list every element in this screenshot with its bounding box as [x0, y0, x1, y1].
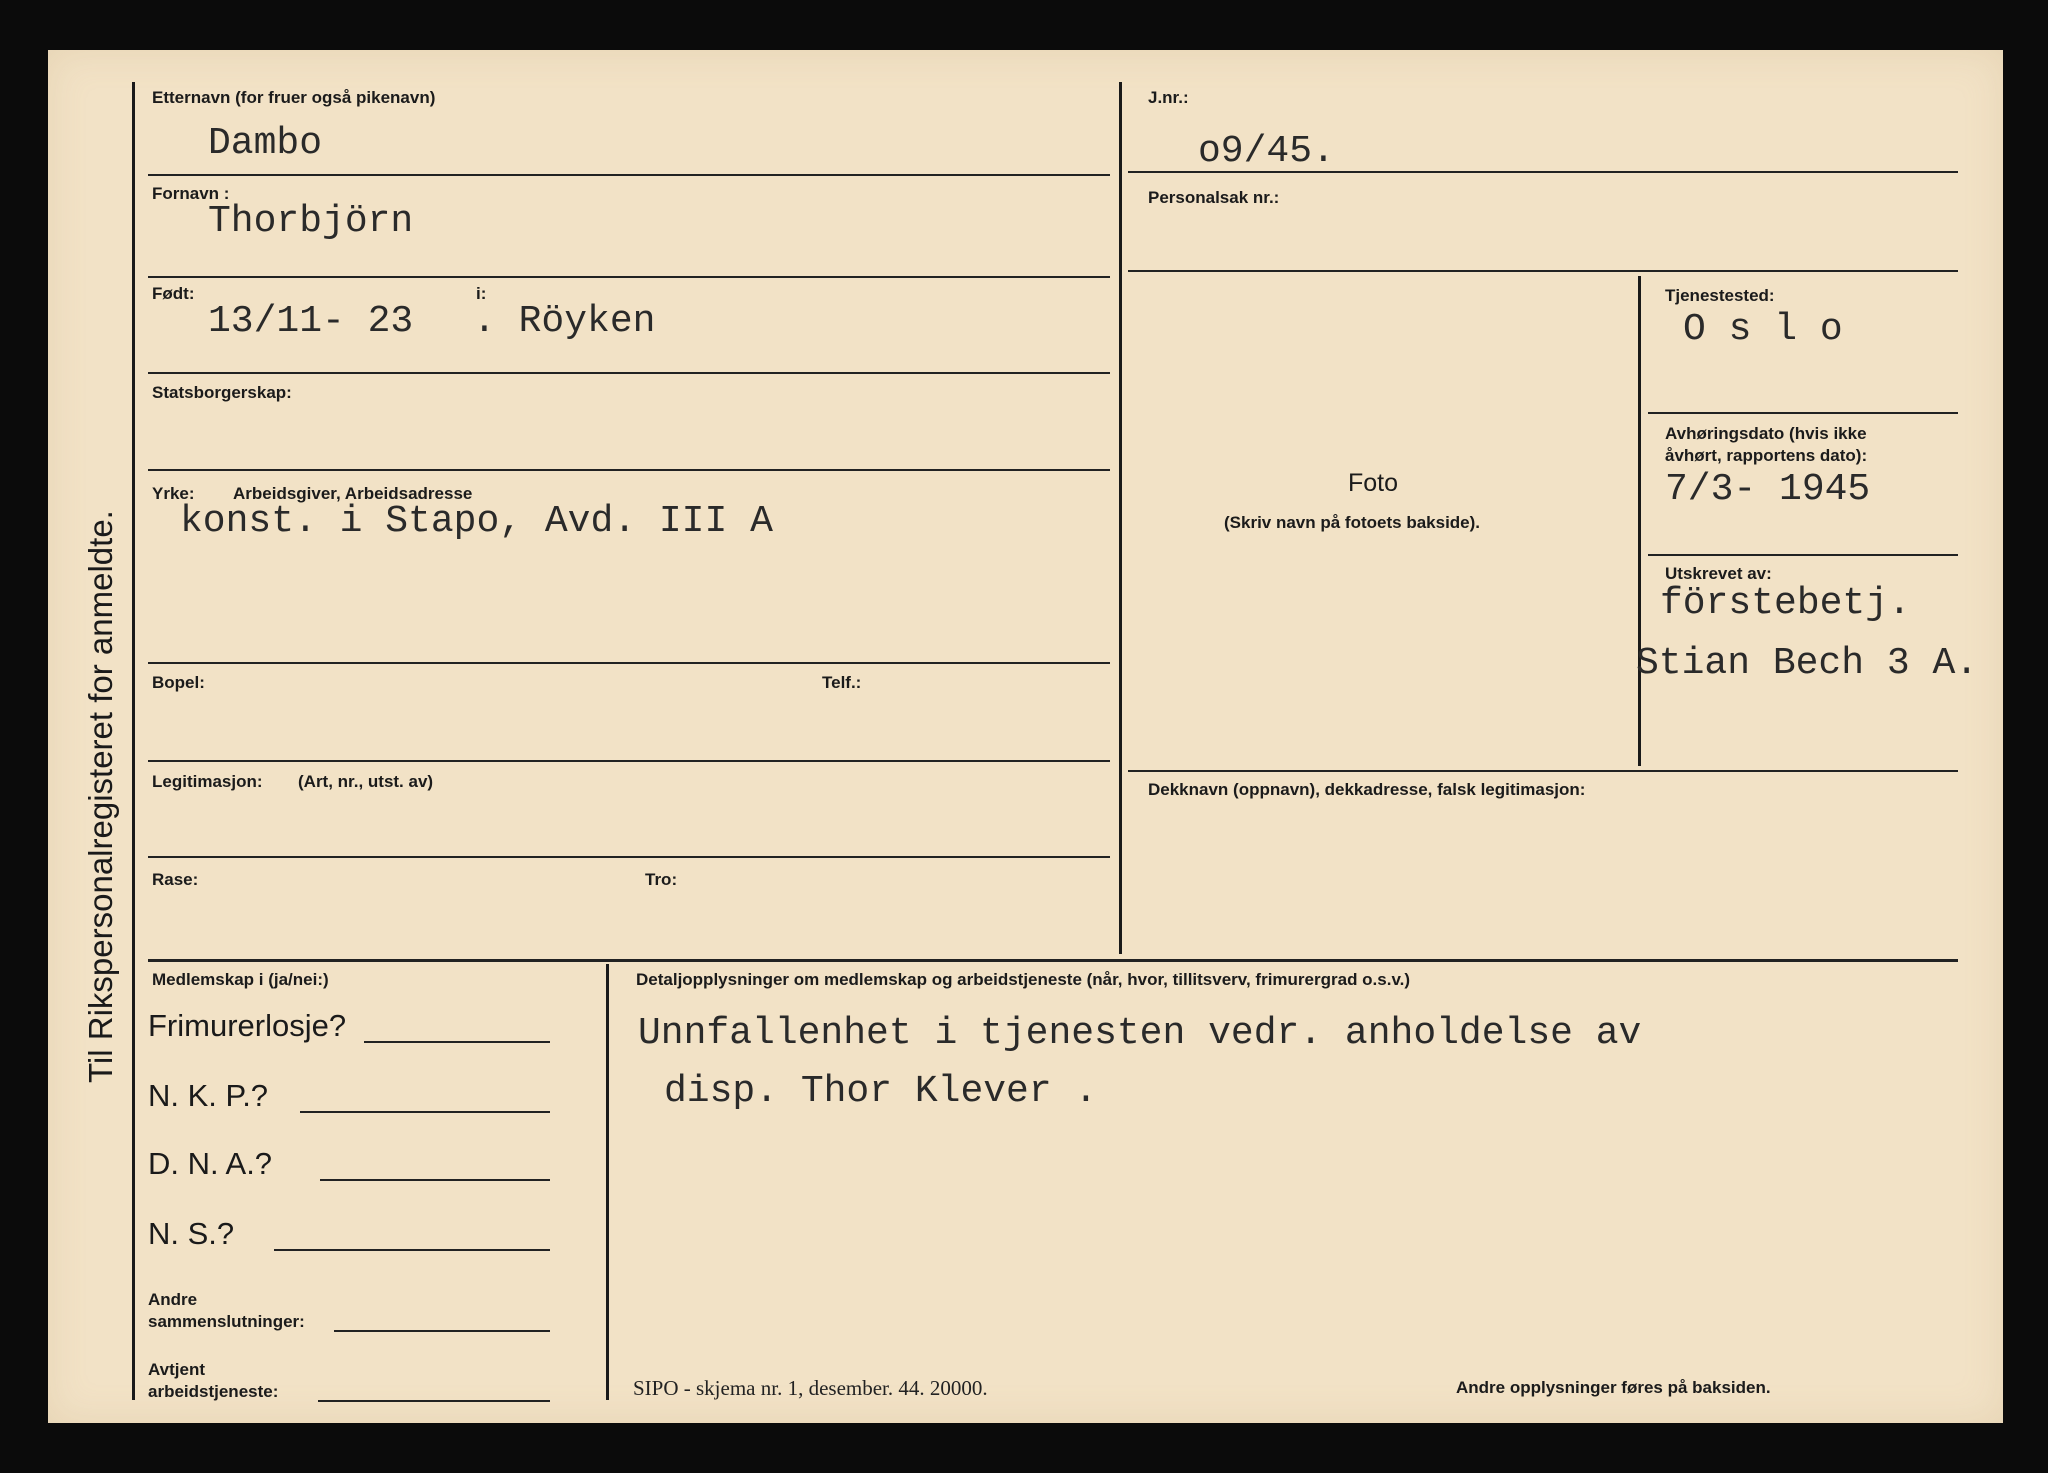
- sidebar-vertical-text: Til Rikspersonalregisteret for anmeldte.: [82, 510, 119, 1083]
- label-dna: D. N. A.?: [148, 1146, 273, 1181]
- value-detalj-line1: Unnfallenhet i tjenesten vedr. anholdelse av: [638, 1012, 1642, 1055]
- label-dekknavn: Dekknavn (oppnavn), dekkadresse, falsk legitimasjon:: [1148, 780, 1586, 799]
- label-avtjent-line2: arbeidstjeneste:: [148, 1382, 279, 1401]
- rule-avtjent: [318, 1400, 550, 1402]
- rule-yrke: [148, 662, 1110, 664]
- label-detaljopplysninger: Detaljopplysninger om medlemskap og arbeidstjeneste (når, hvor, tillitsverv, frimurergrad o.s.v.): [636, 970, 1411, 989]
- label-jnr: J.nr.:: [1148, 88, 1189, 107]
- value-avhoringsdato: 7/3- 1945: [1665, 468, 1871, 511]
- rule-fornavn: [148, 276, 1110, 278]
- label-ns: N. S.?: [148, 1216, 235, 1251]
- label-fornavn: Fornavn :: [152, 184, 230, 203]
- label-rase: Rase:: [152, 870, 199, 889]
- value-detalj-line2: disp. Thor Klever .: [664, 1070, 1098, 1113]
- footer-form-number: SIPO - skjema nr. 1, desember. 44. 20000.: [633, 1376, 988, 1400]
- left-margin-line: [132, 82, 135, 1400]
- label-legitimasjon-sub: (Art, nr., utst. av): [298, 772, 434, 791]
- label-personalsak: Personalsak nr.:: [1148, 188, 1280, 207]
- label-andre-line1: Andre: [148, 1290, 198, 1309]
- value-fodt-sted: . Röyken: [473, 300, 656, 343]
- value-utskrevet-line1: förstebetj.: [1660, 582, 1911, 625]
- value-utskrevet-line2: Stian Bech 3 A.: [1636, 642, 1979, 685]
- center-divider-line: [1119, 82, 1122, 954]
- label-telf: Telf.:: [822, 673, 862, 692]
- label-etternavn: Etternavn (for fruer også pikenavn): [152, 88, 436, 107]
- value-tjenestested: O s l o: [1683, 308, 1843, 351]
- value-jnr: o9/45.: [1198, 130, 1335, 173]
- rule-statsborgerskap: [148, 469, 1110, 471]
- label-bopel: Bopel:: [152, 673, 205, 692]
- rule-nkp: [300, 1111, 550, 1113]
- rule-ns: [274, 1249, 550, 1251]
- label-arbeidsgiver: Arbeidsgiver, Arbeidsadresse: [233, 484, 473, 503]
- value-yrke: konst. i Stapo, Avd. III A: [180, 500, 773, 543]
- rule-personalsak: [1128, 270, 1958, 272]
- value-etternavn: Dambo: [208, 122, 323, 165]
- label-utskrevet: Utskrevet av:: [1665, 564, 1772, 583]
- value-fodt-dato: 13/11- 23: [208, 300, 414, 343]
- rule-bopel: [148, 760, 1110, 762]
- label-avtjent-line1: Avtjent: [148, 1360, 205, 1379]
- rule-avhoringsdato: [1648, 554, 1958, 556]
- rule-section-separator: [148, 959, 1958, 962]
- label-avhoringsdato-line2: åvhørt, rapportens dato):: [1665, 446, 1868, 465]
- footer-note: Andre opplysninger føres på baksiden.: [1456, 1378, 1771, 1397]
- label-avhoringsdato-line1: Avhøringsdato (hvis ikke: [1665, 424, 1867, 443]
- rule-frimurerlosje: [364, 1041, 550, 1043]
- rule-dna: [320, 1179, 550, 1181]
- label-nkp: N. K. P.?: [148, 1078, 269, 1113]
- label-andre-line2: sammenslutninger:: [148, 1312, 305, 1331]
- registration-card: [48, 50, 2003, 1423]
- label-yrke: Yrke:: [152, 484, 195, 503]
- label-legitimasjon: Legitimasjon:: [152, 772, 263, 791]
- rule-legitimasjon: [148, 856, 1110, 858]
- label-medlemskap: Medlemskap i (ja/nei:): [152, 970, 329, 989]
- rule-etternavn: [148, 174, 1110, 176]
- label-foto: Foto: [1348, 469, 1399, 497]
- photo-right-divider: [1638, 276, 1641, 766]
- label-tjenestested: Tjenestested:: [1665, 286, 1775, 305]
- value-fornavn: Thorbjörn: [208, 200, 414, 243]
- bottom-column-divider: [606, 964, 609, 1400]
- label-fodt: Født:: [152, 284, 195, 303]
- label-tro: Tro:: [645, 870, 678, 889]
- rule-fodt: [148, 372, 1110, 374]
- label-frimurerlosje: Frimurerlosje?: [148, 1008, 347, 1043]
- rule-photo-bottom: [1128, 770, 1958, 772]
- rule-andre: [334, 1330, 550, 1332]
- rule-tjenestested: [1648, 412, 1958, 414]
- label-foto-sub: (Skriv navn på fotoets bakside).: [1224, 513, 1481, 532]
- label-statsborgerskap: Statsborgerskap:: [152, 383, 292, 402]
- label-fodt-i: i:: [476, 284, 487, 303]
